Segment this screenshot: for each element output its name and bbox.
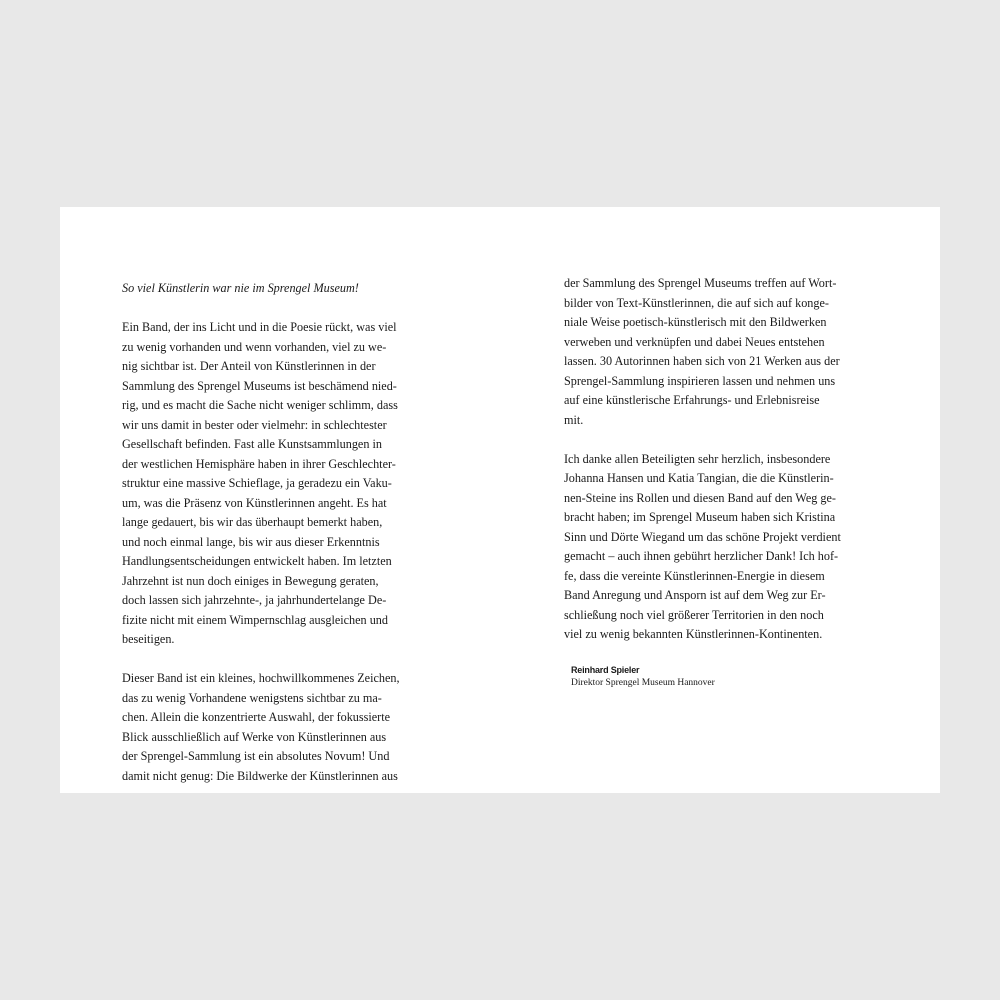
text-line: fizite nicht mit einem Wimpernschlag ausgleichen und [122,612,388,627]
left-paragraph-1 [122,318,440,650]
text-line: Sammlung des Sprengel Museums ist beschämend nied- [122,378,397,393]
book-spread [60,207,940,793]
left-paragraph-2 [122,669,440,786]
text-line: und noch einmal lange, bis wir aus dieser Erkenntnis [122,534,380,549]
text-line: mit. [564,412,584,427]
text-line: lange gedauert, bis wir das überhaupt bemerkt haben, [122,515,383,529]
text-line: viel zu wenig bekannten Künstlerinnen-Kontinenten. [564,627,823,641]
text-line: Sinn und Dörte Wiegand um das schöne Projekt verdient [564,529,841,544]
text-line: Ich danke allen Beteiligten sehr herzlich, insbesondere [564,451,831,466]
text-line: struktur eine massive Schieflage, ja geradezu ein Vaku- [122,476,392,490]
text-line: doch lassen sich jahrzehnte-, ja jahrhundertelange De- [122,593,387,607]
text-line: nig sichtbar ist. Der Anteil von Künstlerinnen in der [122,359,376,373]
text-line: bilder von Text-Künstlerinnen, die auf sich auf konge- [564,295,829,310]
text-line: Band Anregung und Ansporn ist auf dem Weg zur Er- [564,588,826,602]
text-line: rig, und es macht die Sache nicht weniger schlimm, dass [122,398,398,412]
text-line: nen-Steine ins Rollen und diesen Band auf den Weg ge- [564,490,836,505]
text-line: der westlichen Hemisphäre haben in ihrer Geschlechter- [122,456,396,471]
text-line: der Sprengel-Sammlung ist ein absolutes Novum! Und [122,749,390,763]
text-line: bracht haben; im Sprengel Museum haben sich Kristina [564,510,836,524]
text-line: auf eine künstlerische Erfahrungs- und Erlebnisreise [564,393,820,407]
text-line: Ein Band, der ins Licht und in die Poesie rückt, was viel [122,320,397,334]
text-line: lassen. 30 Autorinnen haben sich von 21 Werken aus der [564,354,840,368]
text-line: damit nicht genug: Die Bildwerke der Künstlerinnen aus [122,768,398,783]
text-line: Sprengel-Sammlung inspirieren lassen und nehmen uns [564,373,836,388]
signature-block [564,664,882,690]
right-column [564,274,882,690]
right-paragraph-1 [564,274,882,430]
text-line: beseitigen. [122,632,175,646]
text-line: Blick ausschließlich auf Werke von Künstlerinnen aus [122,729,387,744]
text-line: verweben und verknüpfen und dabei Neues entstehen [564,334,825,349]
text-line: der Sammlung des Sprengel Museums treffen auf Wort- [564,276,837,290]
text-line: Handlungsentscheidungen entwickelt haben. Im letzten [122,554,392,568]
intro-title: So viel Künstlerin war nie im Sprengel Museum! [122,281,359,295]
text-line: Dieser Band ist ein kleines, hochwillkommenes Zeichen, [122,671,400,685]
text-line: Johanna Hansen und Katia Tangian, die die Künstlerin- [564,471,834,485]
text-line: chen. Allein die konzentrierte Auswahl, der fokussierte [122,710,391,724]
signature-name: Reinhard Spieler [571,665,640,675]
left-column [122,279,440,806]
text-line: Jahrzehnt ist nun doch einiges in Bewegung geraten, [122,573,379,588]
text-line: schließung noch viel größerer Territorien in den noch [564,607,824,622]
text-line: fe, dass die vereinte Künstlerinnen-Energie in diesem [564,568,825,583]
right-paragraph-2 [564,450,882,645]
text-line: gemacht – auch ihnen gebührt herzlicher Dank! Ich hof- [564,549,839,563]
text-line: niale Weise poetisch-künstlerisch mit den Bildwerken [564,315,827,329]
text-line: zu wenig vorhanden und wenn vorhanden, viel zu we- [122,339,387,354]
signature-role: Direktor Sprengel Museum Hannover [571,678,715,688]
text-line: um, was die Präsenz von Künstlerinnen angeht. Es hat [122,495,387,510]
text-line: wir uns damit in bester oder vielmehr: in schlechtester [122,417,387,432]
text-line: das zu wenig Vorhandene wenigstens sichtbar zu ma- [122,690,382,705]
text-line: Gesellschaft befinden. Fast alle Kunstsammlungen in [122,437,382,451]
